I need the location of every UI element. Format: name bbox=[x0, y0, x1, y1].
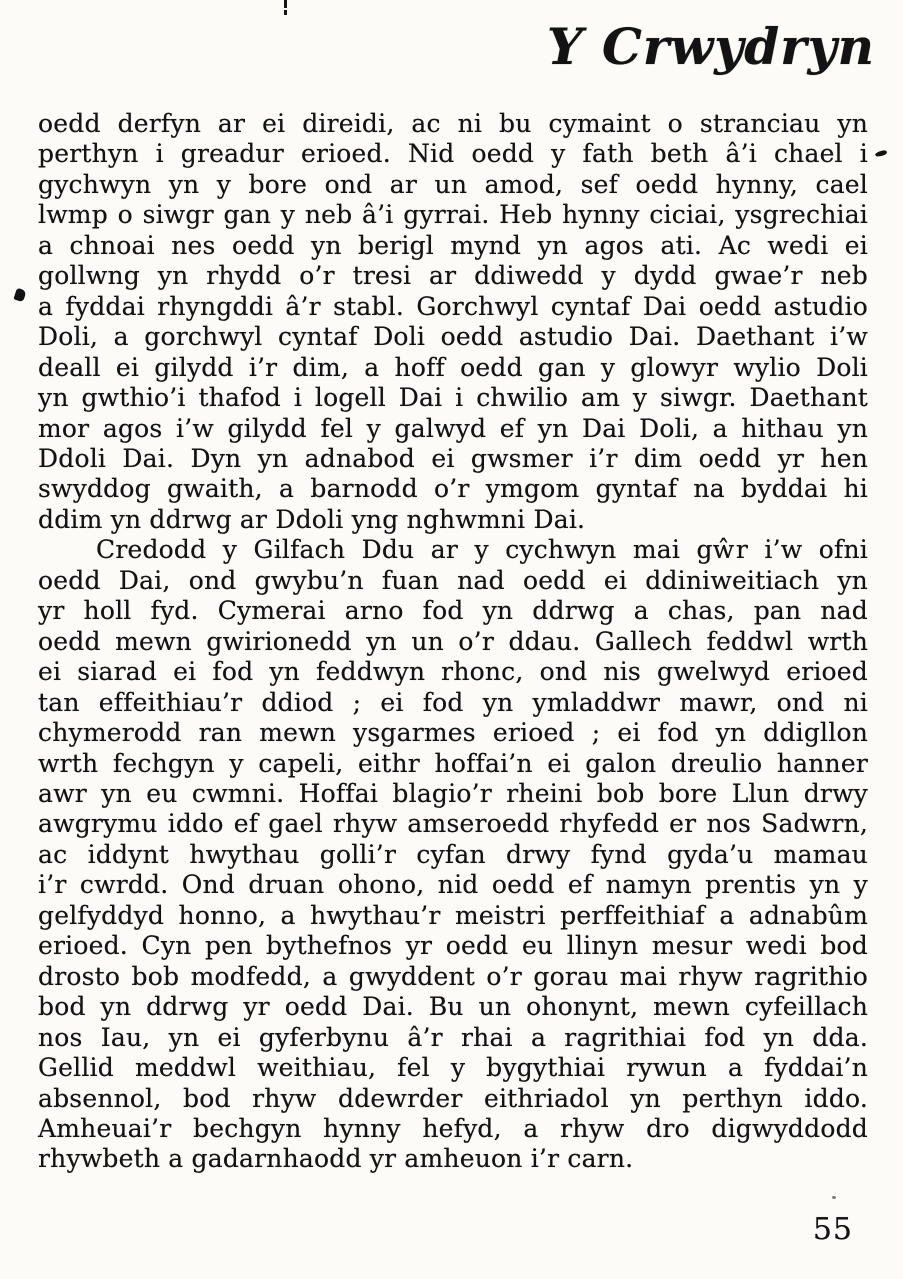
text-line: nos Iau, yn ei gyferbynu â’r rhai a ragrithiai fod yn dda. bbox=[38, 1022, 868, 1052]
paragraph bbox=[38, 109, 868, 535]
text-line: ac iddynt hwythau golli’r cyfan drwy fynd gyda’u mamau bbox=[38, 839, 868, 869]
text-line: awr yn eu cwmni. Hoffai blagio’r rheini bob bore Llun drwy bbox=[38, 778, 868, 808]
text-line: absennol, bod rhyw ddewrder eithriadol yn perthyn iddo. bbox=[38, 1083, 868, 1113]
text-line: wrth fechgyn y capeli, eithr hoffai’n ei galon dreulio hanner bbox=[38, 748, 868, 778]
text-line: Credodd y Gilfach Ddu ar y cychwyn mai gŵr i’w ofni bbox=[96, 535, 868, 565]
text-line: rhywbeth a gadarnhaodd yr amheuon i’r carn. bbox=[38, 1144, 634, 1174]
ink-speck-right-margin bbox=[875, 150, 888, 158]
text-line: yr holl fyd. Cymerai arno fod yn ddrwg a chas, pan nad bbox=[38, 596, 868, 626]
ink-speck-top bbox=[284, 0, 287, 8]
text-line: ei siarad ei fod yn feddwyn rhonc, ond nis gwelwyd erioed bbox=[38, 657, 868, 687]
text-line: bod yn ddrwg yr oedd Dai. Bu un ohonynt, mewn cyfeillach bbox=[38, 992, 868, 1022]
text-line: Amheuai’r bechgyn hynny hefyd, a rhyw dro digwyddodd bbox=[38, 1113, 868, 1143]
text-block bbox=[38, 109, 868, 1175]
text-line: Ddoli Dai. Dyn yn adnabod ei gwsmer i’r dim oedd yr hen bbox=[38, 443, 868, 473]
text-line: ddim yn ddrwg ar Ddoli yng nghwmni Dai. bbox=[38, 504, 586, 534]
text-line: Gellid meddwl weithiau, fel y bygythiai rywun a fyddai’n bbox=[38, 1053, 868, 1083]
page-number: 55 bbox=[812, 1212, 853, 1247]
ink-speck-left-margin bbox=[13, 288, 26, 303]
text-line: gelfyddyd honno, a hwythau’r meistri perffeithiaf a adnabûm bbox=[38, 900, 868, 930]
text-line: Doli, a gorchwyl cyntaf Doli oedd astudio Dai. Daethant i’w bbox=[38, 322, 868, 352]
text-line: chymerodd ran mewn ysgarmes erioed ; ei fod yn ddigllon bbox=[38, 718, 868, 748]
text-line: gychwyn yn y bore ond ar un amod, sef oedd hynny, cael bbox=[38, 169, 868, 199]
text-line: lwmp o siwgr gan y neb â’i gyrrai. Heb hynny ciciai, ysgrechiai bbox=[38, 200, 868, 230]
text-line: mor agos i’w gilydd fel y galwyd ef yn Dai Doli, a hithau yn bbox=[38, 413, 868, 443]
chapter-title: Y Crwydryn bbox=[546, 17, 875, 76]
text-line: tan effeithiau’r ddiod ; ei fod yn ymladdwr mawr, ond ni bbox=[38, 687, 868, 717]
text-line: swyddog gwaith, a barnodd o’r ymgom gyntaf na byddai hi bbox=[38, 474, 868, 504]
text-line: i’r cwrdd. Ond druan ohono, nid oedd ef namyn prentis yn y bbox=[38, 870, 868, 900]
text-line: gollwng yn rhydd o’r tresi ar ddiwedd y dydd gwae’r neb bbox=[38, 261, 868, 291]
text-line: drosto bob modfedd, a gwyddent o’r gorau mai rhyw ragrithio bbox=[38, 961, 868, 991]
text-line: oedd Dai, ond gwybu’n fuan nad oedd ei ddiniweitiach yn bbox=[38, 565, 868, 595]
text-line: a chnoai nes oedd yn berigl mynd yn agos ati. Ac wedi ei bbox=[38, 230, 868, 260]
text-line: perthyn i greadur erioed. Nid oedd y fath beth â’i chael i bbox=[38, 139, 868, 169]
text-line: erioed. Cyn pen bythefnos yr oedd eu llinyn mesur wedi bod bbox=[38, 931, 868, 961]
text-line: oedd derfyn ar ei direidi, ac ni bu cymaint o stranciau yn bbox=[38, 109, 868, 138]
ink-speck-above-page-number bbox=[832, 1196, 836, 1199]
paragraph bbox=[38, 535, 868, 1175]
ink-speck-top bbox=[284, 10, 287, 15]
text-line: oedd mewn gwirionedd yn un o’r ddau. Gallech feddwl wrth bbox=[38, 626, 868, 656]
text-line: yn gwthio’i thafod i logell Dai i chwilio am y siwgr. Daethant bbox=[38, 383, 868, 413]
text-line: deall ei gilydd i’r dim, a hoff oedd gan y glowyr wylio Doli bbox=[38, 352, 868, 382]
text-line: a fyddai rhyngddi â’r stabl. Gorchwyl cyntaf Dai oedd astudio bbox=[38, 291, 868, 321]
text-line: awgrymu iddo ef gael rhyw amseroedd rhyfedd er nos Sadwrn, bbox=[38, 809, 868, 839]
